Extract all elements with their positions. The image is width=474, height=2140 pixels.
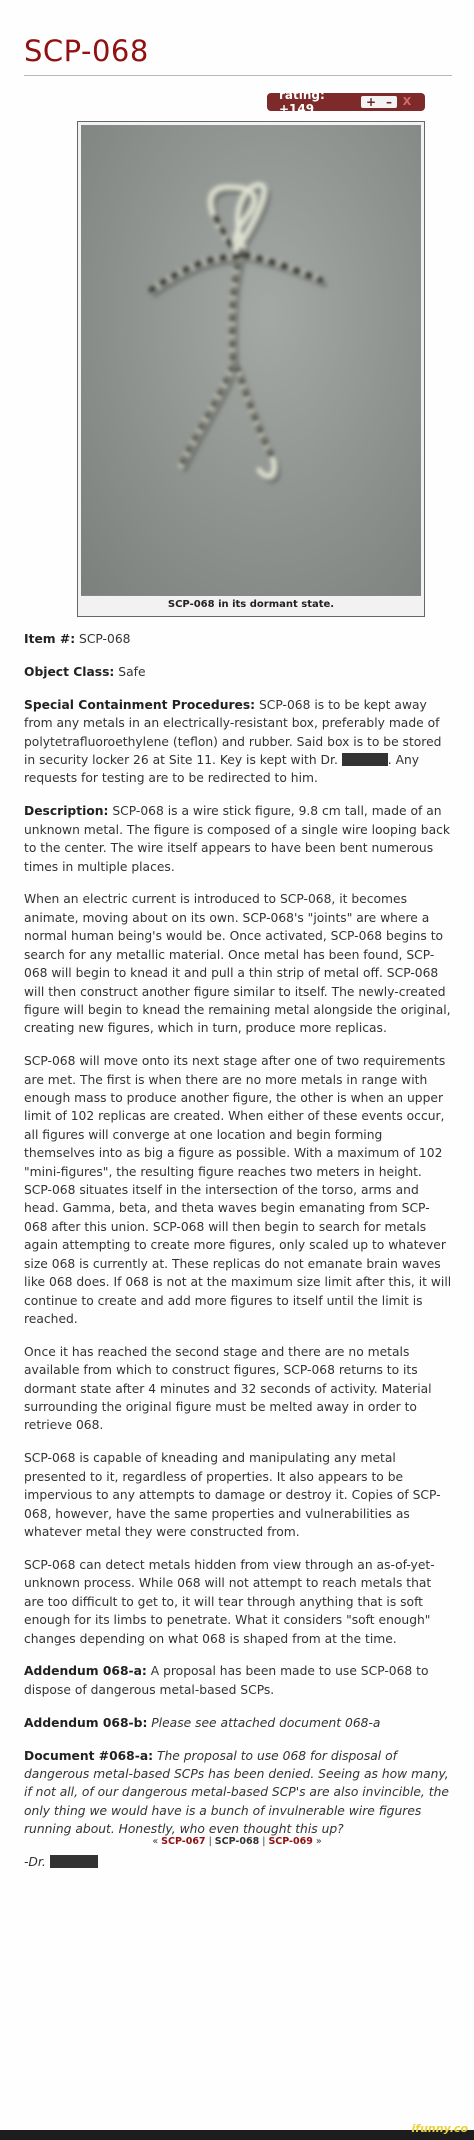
rate-down-button[interactable]: – <box>386 95 393 109</box>
article-body <box>24 630 452 1886</box>
image-caption: SCP-068 in its dormant state. <box>81 595 421 613</box>
current-scp: SCP-068 <box>214 1836 260 1847</box>
description <box>24 802 452 876</box>
ifunny-watermark: ifunny.co <box>411 2122 468 2135</box>
rating-label: rating: +149 <box>279 88 325 116</box>
next-scp-link[interactable]: SCP-069 <box>268 1836 313 1847</box>
addendum-b-text: Please see attached document 068-a <box>147 1715 381 1730</box>
body-paragraph: SCP-068 can detect metals hidden from view through an as-of-yet-unknown process. While 068 will not attempt to reach metals that are too difficult to get to, it will tear through anything that is soft enough for its limbs to penetrate. What it considers "soft enough" changes depending on what 068 is shaped from at the time. <box>24 1557 435 1646</box>
redaction-bar <box>50 1855 98 1868</box>
rate-up-button[interactable]: + <box>365 95 377 109</box>
description-text: SCP-068 is a wire stick figure, 9.8 cm tall, made of an unknown metal. The figure is composed of a single wire looping back to the center. The wire itself appears to have been bent numerous times in multiple places. <box>24 804 450 874</box>
object-class-label: Object Class: <box>24 664 115 679</box>
image-block <box>77 121 425 617</box>
item-number-label: Item #: <box>24 632 76 646</box>
description-label: Description: <box>24 804 109 819</box>
watermark-band <box>0 2130 474 2140</box>
addendum-b <box>24 1714 452 1732</box>
nav-next-arrows: » <box>315 1836 322 1847</box>
series-navigation <box>0 1836 474 1847</box>
body-paragraph: Once it has reached the second stage and there are no metals available from which to construct figures, SCP-068 returns to its dormant state after 4 minutes and 32 seconds of activity. Material surrounding the original figure must be melted away in order to retrieve 068. <box>24 1344 432 1433</box>
addendum-a-label: Addendum 068-a: <box>24 1664 147 1679</box>
addendum-a <box>24 1662 452 1699</box>
signature <box>24 1853 452 1871</box>
prev-scp-link[interactable]: SCP-067 <box>161 1836 206 1847</box>
title-divider <box>24 75 452 76</box>
body-paragraph: SCP-068 will move onto its next stage after one of two requirements are met. The first is when there are no more metals in range with enough mass to produce another figure, the other is when an upper limit of 102 replicas are created. When either of these events occur, all figures will converge at one location and begin forming themselves into as big a figure as possible. With a maximum of 102 "mini-figures", the resulting figure reaches two meters in height. SCP-068 situates itself in the intersection of the torso, arms and head. Gamma, beta, and theta waves begin emanating from SCP-068 after this union. SCP-068 will then begin to search for metals again attempting to create more figures, only scaled up to whatever size 068 is currently at. These replicas do not emanate brain waves like 068 does. If 068 is not at the maximum size limit after this, it will continue to create and add more figures to itself until the limit is reached. <box>24 1054 452 1326</box>
addendum-a-text: A proposal has been made to use SCP-068 to dispose of dangerous metal-based SCPs. <box>24 1664 429 1697</box>
containment-label: Special Containment Procedures: <box>24 697 256 712</box>
rating-vote-box <box>361 96 397 108</box>
document-label: Document #068-a: <box>24 1748 154 1763</box>
page-title: SCP-068 <box>24 34 149 68</box>
object-class-value: Safe <box>114 664 146 679</box>
containment-text: SCP-068 is to be kept away from any metals in an electrically-resistant box, preferably made of polytetrafluoroethylene (teflon) and rubber. Said box is to be stored in security locker 26 at Site 11. Key is kept with Dr. <box>24 697 442 768</box>
redaction-bar <box>342 753 388 766</box>
body-paragraph: SCP-068 is capable of kneading and manipulating any metal presented to it, regardless of properties. It also appears to be impervious to any attempts to damage or destroy it. Copies of SCP-068, however, have the same properties and vulnerabilities as whatever metal they were constructed from. <box>24 1451 441 1539</box>
nav-separator: | <box>259 1836 269 1847</box>
cancel-vote-button[interactable]: X <box>402 95 412 108</box>
body-paragraph: When an electric current is introduced to SCP-068, it becomes animate, moving about on its own. SCP-068's "joints" are where a normal human being's would be. Once activated, SCP-068 begins to search for any metallic material. Once metal has been found, SCP-068 will begin to knead it and pull a thin strip of metal off. SCP-068 will then construct another figure similar to itself. The newly-created figure will begin to knead the remaining metal alongside the original, creating new figures, which in turn, produce more replicas. <box>24 892 451 1036</box>
containment-text-end: . Any requests for testing are to be redirected to him. <box>24 753 420 786</box>
signature-text: -Dr. <box>24 1855 50 1870</box>
containment-procedures <box>24 696 452 788</box>
document-068-a <box>24 1747 452 1839</box>
addendum-b-label: Addendum 068-b: <box>24 1715 148 1730</box>
item-number <box>24 630 452 648</box>
nav-separator: | <box>205 1836 215 1847</box>
item-number-value: SCP-068 <box>75 632 131 646</box>
nav-prev-arrows: « <box>152 1836 159 1847</box>
document-text: The proposal to use 068 for disposal of dangerous metal-based SCPs has been denied. Seeing as how many, if not all, of our dangerous metal-based SCP's are also invincible, the only thing we would have is a bunch of invulnerable wire figures running about. Honestly, who even thought this up? <box>24 1748 449 1837</box>
rating-module <box>267 88 425 116</box>
scp-068-photo <box>81 125 421 595</box>
wire-figure-image <box>81 125 421 595</box>
object-class <box>24 663 452 681</box>
